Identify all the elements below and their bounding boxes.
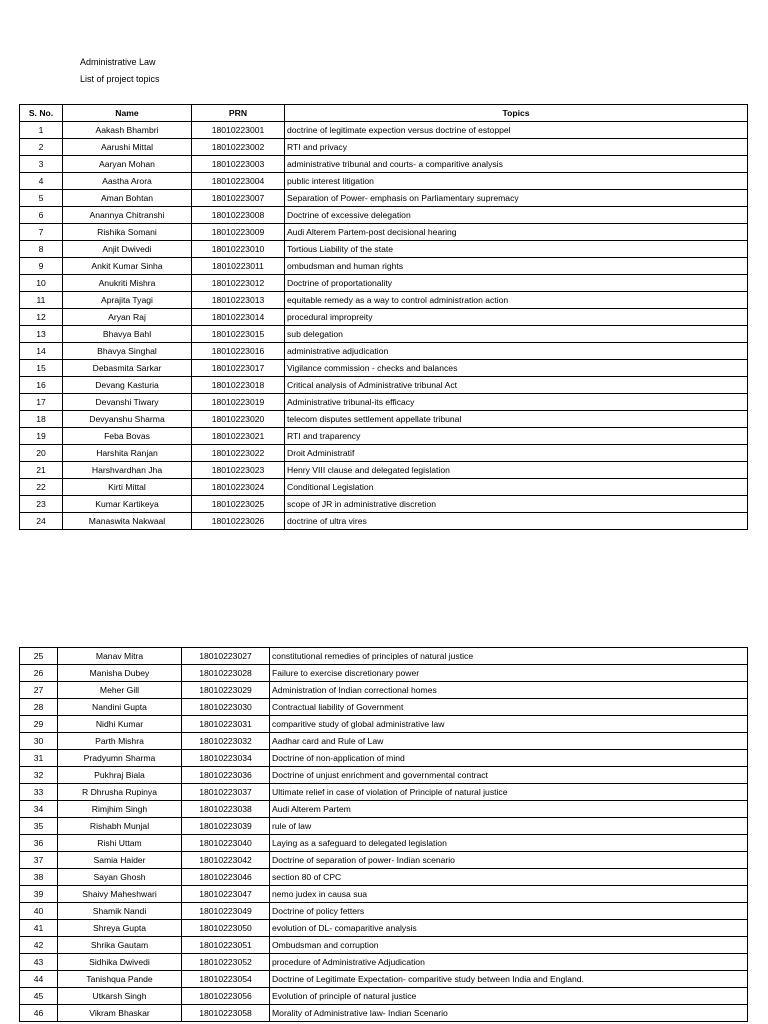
table-row bbox=[20, 886, 748, 903]
cell-serial-number: 34 bbox=[20, 801, 58, 818]
cell-prn: 18010223027 bbox=[182, 648, 270, 665]
cell-prn: 18010223039 bbox=[182, 818, 270, 835]
cell-serial-number: 16 bbox=[20, 377, 63, 394]
table-row bbox=[20, 665, 748, 682]
cell-serial-number: 18 bbox=[20, 411, 63, 428]
table-row bbox=[20, 394, 748, 411]
cell-topic: procedural impropreity bbox=[285, 309, 748, 326]
cell-prn: 18010223037 bbox=[182, 784, 270, 801]
cell-prn: 18010223031 bbox=[182, 716, 270, 733]
table-row bbox=[20, 869, 748, 886]
cell-name: Aarushi Mittal bbox=[63, 139, 192, 156]
cell-prn: 18010223058 bbox=[182, 1005, 270, 1022]
table-row bbox=[20, 852, 748, 869]
cell-name: Parth Mishra bbox=[58, 733, 182, 750]
cell-serial-number: 30 bbox=[20, 733, 58, 750]
cell-name: Samia Haider bbox=[58, 852, 182, 869]
cell-name: Nidhi Kumar bbox=[58, 716, 182, 733]
cell-topic: Doctrine of policy fetters bbox=[270, 903, 748, 920]
cell-serial-number: 4 bbox=[20, 173, 63, 190]
cell-name: Rishika Somani bbox=[63, 224, 192, 241]
cell-name: Rimjhim Singh bbox=[58, 801, 182, 818]
cell-serial-number: 21 bbox=[20, 462, 63, 479]
cell-name: Aryan Raj bbox=[63, 309, 192, 326]
table-row bbox=[20, 360, 748, 377]
cell-serial-number: 45 bbox=[20, 988, 58, 1005]
table-row bbox=[20, 173, 748, 190]
cell-prn: 18010223051 bbox=[182, 937, 270, 954]
cell-prn: 18010223018 bbox=[192, 377, 285, 394]
cell-serial-number: 41 bbox=[20, 920, 58, 937]
cell-name: Debasmita Sarkar bbox=[63, 360, 192, 377]
cell-serial-number: 25 bbox=[20, 648, 58, 665]
table-row bbox=[20, 258, 748, 275]
cell-name: Aaryan Mohan bbox=[63, 156, 192, 173]
cell-name: Feba Bovas bbox=[63, 428, 192, 445]
cell-serial-number: 31 bbox=[20, 750, 58, 767]
table-header-row bbox=[20, 105, 748, 122]
cell-topic: Audi Alterem Partem bbox=[270, 801, 748, 818]
cell-serial-number: 19 bbox=[20, 428, 63, 445]
cell-name: Anannya Chitranshi bbox=[63, 207, 192, 224]
cell-name: R Dhrusha Rupinya bbox=[58, 784, 182, 801]
cell-serial-number: 14 bbox=[20, 343, 63, 360]
cell-topic: RTI and privacy bbox=[285, 139, 748, 156]
cell-prn: 18010223054 bbox=[182, 971, 270, 988]
cell-name: Pukhraj Biala bbox=[58, 767, 182, 784]
cell-topic: administrative tribunal and courts- a comparitive analysis bbox=[285, 156, 748, 173]
cell-name: Sayan Ghosh bbox=[58, 869, 182, 886]
cell-prn: 18010223013 bbox=[192, 292, 285, 309]
cell-name: Harshvardhan Jha bbox=[63, 462, 192, 479]
cell-name: Manav Mitra bbox=[58, 648, 182, 665]
cell-serial-number: 32 bbox=[20, 767, 58, 784]
table-row bbox=[20, 903, 748, 920]
cell-prn: 18010223001 bbox=[192, 122, 285, 139]
cell-prn: 18010223011 bbox=[192, 258, 285, 275]
table-row bbox=[20, 445, 748, 462]
cell-serial-number: 27 bbox=[20, 682, 58, 699]
cell-topic: doctrine of ultra vires bbox=[285, 513, 748, 530]
cell-name: Bhavya Bahl bbox=[63, 326, 192, 343]
table-row bbox=[20, 275, 748, 292]
cell-prn: 18010223024 bbox=[192, 479, 285, 496]
cell-topic: public interest litigation bbox=[285, 173, 748, 190]
cell-name: Utkarsh Singh bbox=[58, 988, 182, 1005]
cell-serial-number: 9 bbox=[20, 258, 63, 275]
table-row bbox=[20, 835, 748, 852]
cell-prn: 18010223017 bbox=[192, 360, 285, 377]
cell-serial-number: 39 bbox=[20, 886, 58, 903]
table-row bbox=[20, 139, 748, 156]
cell-name: Devang Kasturia bbox=[63, 377, 192, 394]
cell-topic: procedure of Administrative Adjudication bbox=[270, 954, 748, 971]
table-row bbox=[20, 428, 748, 445]
cell-prn: 18010223015 bbox=[192, 326, 285, 343]
header-prn: PRN bbox=[192, 105, 285, 122]
table-row bbox=[20, 716, 748, 733]
cell-name: Tanishqua Pande bbox=[58, 971, 182, 988]
table-row bbox=[20, 1005, 748, 1022]
header-serial-number: S. No. bbox=[20, 105, 63, 122]
cell-topic: doctrine of legitimate expection versus doctrine of estoppel bbox=[285, 122, 748, 139]
cell-prn: 18010223020 bbox=[192, 411, 285, 428]
cell-prn: 18010223014 bbox=[192, 309, 285, 326]
table-row bbox=[20, 767, 748, 784]
cell-name: Aman Bohtan bbox=[63, 190, 192, 207]
cell-serial-number: 35 bbox=[20, 818, 58, 835]
cell-prn: 18010223047 bbox=[182, 886, 270, 903]
table-row bbox=[20, 190, 748, 207]
cell-topic: Audi Alterem Partem-post decisional hearing bbox=[285, 224, 748, 241]
cell-serial-number: 44 bbox=[20, 971, 58, 988]
table-row bbox=[20, 818, 748, 835]
cell-serial-number: 6 bbox=[20, 207, 63, 224]
cell-topic: Doctrine of non-application of mind bbox=[270, 750, 748, 767]
table-row bbox=[20, 988, 748, 1005]
table-row bbox=[20, 937, 748, 954]
cell-prn: 18010223056 bbox=[182, 988, 270, 1005]
table-row bbox=[20, 343, 748, 360]
cell-name: Ankit Kumar Sinha bbox=[63, 258, 192, 275]
cell-prn: 18010223032 bbox=[182, 733, 270, 750]
cell-prn: 18010223002 bbox=[192, 139, 285, 156]
table-row bbox=[20, 377, 748, 394]
cell-prn: 18010223030 bbox=[182, 699, 270, 716]
cell-topic: Doctrine of unjust enrichment and governmental contract bbox=[270, 767, 748, 784]
table-row bbox=[20, 326, 748, 343]
cell-prn: 18010223025 bbox=[192, 496, 285, 513]
cell-name: Kumar Kartikeya bbox=[63, 496, 192, 513]
document-title: Administrative Law bbox=[80, 57, 156, 67]
cell-name: Shrika Gautam bbox=[58, 937, 182, 954]
table-row bbox=[20, 920, 748, 937]
cell-topic: Doctrine of proportationality bbox=[285, 275, 748, 292]
cell-name: Bhavya Singhal bbox=[63, 343, 192, 360]
cell-topic: Contractual liability of Government bbox=[270, 699, 748, 716]
cell-prn: 18010223022 bbox=[192, 445, 285, 462]
cell-serial-number: 8 bbox=[20, 241, 63, 258]
table-row bbox=[20, 156, 748, 173]
cell-topic: Tortious Liability of the state bbox=[285, 241, 748, 258]
table-row bbox=[20, 241, 748, 258]
cell-serial-number: 46 bbox=[20, 1005, 58, 1022]
table-row bbox=[20, 954, 748, 971]
header-name: Name bbox=[63, 105, 192, 122]
cell-serial-number: 12 bbox=[20, 309, 63, 326]
cell-name: Aakash Bhambri bbox=[63, 122, 192, 139]
cell-prn: 18010223009 bbox=[192, 224, 285, 241]
cell-topic: ombudsman and human rights bbox=[285, 258, 748, 275]
cell-topic: Doctrine of Legitimate Expectation- comparitive study between India and England. bbox=[270, 971, 748, 988]
cell-serial-number: 28 bbox=[20, 699, 58, 716]
cell-topic: Conditional Legislation bbox=[285, 479, 748, 496]
cell-prn: 18010223028 bbox=[182, 665, 270, 682]
cell-serial-number: 13 bbox=[20, 326, 63, 343]
cell-prn: 18010223019 bbox=[192, 394, 285, 411]
table-row bbox=[20, 733, 748, 750]
cell-name: Pradyumn Sharma bbox=[58, 750, 182, 767]
cell-serial-number: 38 bbox=[20, 869, 58, 886]
cell-topic: comparitive study of global administrative law bbox=[270, 716, 748, 733]
cell-name: Aprajita Tyagi bbox=[63, 292, 192, 309]
cell-name: Vikram Bhaskar bbox=[58, 1005, 182, 1022]
cell-topic: Evolution of principle of natural justice bbox=[270, 988, 748, 1005]
table-row bbox=[20, 309, 748, 326]
cell-name: Shreya Gupta bbox=[58, 920, 182, 937]
cell-prn: 18010223003 bbox=[192, 156, 285, 173]
cell-topic: Henry VIII clause and delegated legislation bbox=[285, 462, 748, 479]
cell-name: Rishabh Munjal bbox=[58, 818, 182, 835]
cell-topic: rule of law bbox=[270, 818, 748, 835]
cell-topic: Aadhar card and Rule of Law bbox=[270, 733, 748, 750]
table-row bbox=[20, 784, 748, 801]
cell-serial-number: 2 bbox=[20, 139, 63, 156]
cell-name: Rishi Uttam bbox=[58, 835, 182, 852]
cell-name: Aastha Arora bbox=[63, 173, 192, 190]
table-row bbox=[20, 462, 748, 479]
table-row bbox=[20, 750, 748, 767]
table-row bbox=[20, 496, 748, 513]
cell-prn: 18010223021 bbox=[192, 428, 285, 445]
cell-topic: constitutional remedies of principles of natural justice bbox=[270, 648, 748, 665]
cell-serial-number: 24 bbox=[20, 513, 63, 530]
table-row bbox=[20, 682, 748, 699]
cell-prn: 18010223007 bbox=[192, 190, 285, 207]
cell-serial-number: 43 bbox=[20, 954, 58, 971]
cell-prn: 18010223004 bbox=[192, 173, 285, 190]
cell-name: Anukriti Mishra bbox=[63, 275, 192, 292]
cell-name: Harshita Ranjan bbox=[63, 445, 192, 462]
cell-serial-number: 26 bbox=[20, 665, 58, 682]
cell-prn: 18010223008 bbox=[192, 207, 285, 224]
cell-serial-number: 15 bbox=[20, 360, 63, 377]
cell-topic: scope of JR in administrative discretion bbox=[285, 496, 748, 513]
table-row bbox=[20, 699, 748, 716]
cell-serial-number: 40 bbox=[20, 903, 58, 920]
cell-serial-number: 23 bbox=[20, 496, 63, 513]
cell-topic: Failure to exercise discretionary power bbox=[270, 665, 748, 682]
cell-name: Kirti Mittal bbox=[63, 479, 192, 496]
cell-topic: Administration of Indian correctional homes bbox=[270, 682, 748, 699]
cell-name: Shaivy Maheshwari bbox=[58, 886, 182, 903]
cell-prn: 18010223023 bbox=[192, 462, 285, 479]
cell-topic: RTI and traparency bbox=[285, 428, 748, 445]
project-topics-table-1 bbox=[19, 104, 748, 530]
cell-prn: 18010223049 bbox=[182, 903, 270, 920]
cell-serial-number: 17 bbox=[20, 394, 63, 411]
cell-name: Devanshi Tiwary bbox=[63, 394, 192, 411]
cell-topic: Doctrine of separation of power- Indian scenario bbox=[270, 852, 748, 869]
cell-topic: Administrative tribunal-its efficacy bbox=[285, 394, 748, 411]
cell-topic: Critical analysis of Administrative tribunal Act bbox=[285, 377, 748, 394]
cell-prn: 18010223029 bbox=[182, 682, 270, 699]
cell-name: Shamik Nandi bbox=[58, 903, 182, 920]
cell-topic: administrative adjudication bbox=[285, 343, 748, 360]
cell-serial-number: 5 bbox=[20, 190, 63, 207]
table-row bbox=[20, 479, 748, 496]
cell-serial-number: 37 bbox=[20, 852, 58, 869]
cell-topic: Morality of Administrative law- Indian Scenario bbox=[270, 1005, 748, 1022]
cell-topic: nemo judex in causa sua bbox=[270, 886, 748, 903]
cell-prn: 18010223034 bbox=[182, 750, 270, 767]
cell-serial-number: 42 bbox=[20, 937, 58, 954]
table-row bbox=[20, 648, 748, 665]
cell-serial-number: 22 bbox=[20, 479, 63, 496]
cell-prn: 18010223052 bbox=[182, 954, 270, 971]
cell-name: Meher Gill bbox=[58, 682, 182, 699]
cell-prn: 18010223012 bbox=[192, 275, 285, 292]
cell-name: Devyanshu Sharma bbox=[63, 411, 192, 428]
cell-prn: 18010223010 bbox=[192, 241, 285, 258]
cell-topic: section 80 of CPC bbox=[270, 869, 748, 886]
table-row bbox=[20, 971, 748, 988]
cell-prn: 18010223026 bbox=[192, 513, 285, 530]
cell-name: Nandini Gupta bbox=[58, 699, 182, 716]
table-row bbox=[20, 411, 748, 428]
table-row bbox=[20, 513, 748, 530]
cell-serial-number: 11 bbox=[20, 292, 63, 309]
cell-name: Manaswita Nakwaal bbox=[63, 513, 192, 530]
cell-serial-number: 1 bbox=[20, 122, 63, 139]
cell-topic: equitable remedy as a way to control administration action bbox=[285, 292, 748, 309]
cell-serial-number: 3 bbox=[20, 156, 63, 173]
cell-serial-number: 33 bbox=[20, 784, 58, 801]
table-row bbox=[20, 207, 748, 224]
cell-name: Anjit Dwivedi bbox=[63, 241, 192, 258]
header-topics: Topics bbox=[285, 105, 748, 122]
cell-prn: 18010223040 bbox=[182, 835, 270, 852]
cell-serial-number: 20 bbox=[20, 445, 63, 462]
project-topics-table-2 bbox=[19, 647, 748, 1022]
cell-topic: Droit Administratif bbox=[285, 445, 748, 462]
cell-topic: sub delegation bbox=[285, 326, 748, 343]
cell-name: Manisha Dubey bbox=[58, 665, 182, 682]
cell-topic: telecom disputes settlement appellate tribunal bbox=[285, 411, 748, 428]
cell-topic: Ultimate relief in case of violation of Principle of natural justice bbox=[270, 784, 748, 801]
cell-serial-number: 10 bbox=[20, 275, 63, 292]
table-row bbox=[20, 224, 748, 241]
cell-topic: Separation of Power- emphasis on Parliamentary supremacy bbox=[285, 190, 748, 207]
cell-topic: Doctrine of excessive delegation bbox=[285, 207, 748, 224]
table-row bbox=[20, 122, 748, 139]
cell-prn: 18010223042 bbox=[182, 852, 270, 869]
cell-topic: Ombudsman and corruption bbox=[270, 937, 748, 954]
cell-serial-number: 36 bbox=[20, 835, 58, 852]
cell-topic: evolution of DL- comaparitive analysis bbox=[270, 920, 748, 937]
cell-topic: Laying as a safeguard to delegated legislation bbox=[270, 835, 748, 852]
cell-serial-number: 7 bbox=[20, 224, 63, 241]
table-row bbox=[20, 292, 748, 309]
cell-topic: Vigilance commission - checks and balances bbox=[285, 360, 748, 377]
cell-prn: 18010223046 bbox=[182, 869, 270, 886]
cell-prn: 18010223038 bbox=[182, 801, 270, 818]
cell-name: Sidhika Dwivedi bbox=[58, 954, 182, 971]
cell-prn: 18010223016 bbox=[192, 343, 285, 360]
cell-prn: 18010223050 bbox=[182, 920, 270, 937]
cell-serial-number: 29 bbox=[20, 716, 58, 733]
table-row bbox=[20, 801, 748, 818]
cell-prn: 18010223036 bbox=[182, 767, 270, 784]
document-subtitle: List of project topics bbox=[80, 74, 160, 84]
